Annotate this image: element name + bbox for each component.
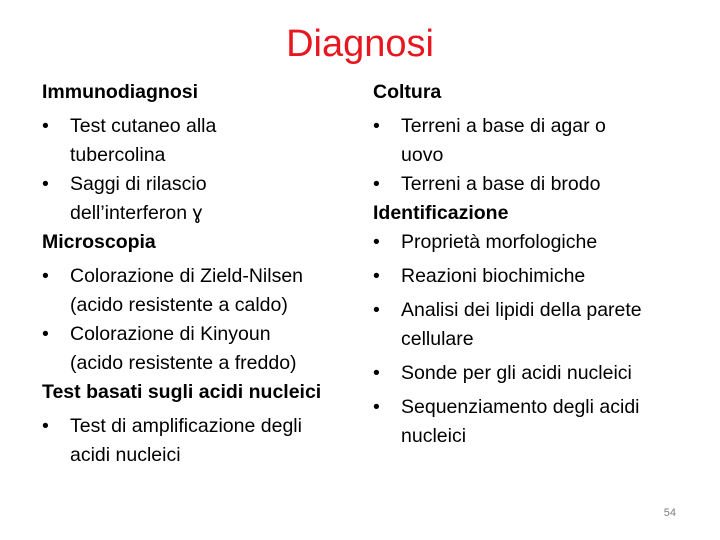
list-item: • Sequenziamento degli acidi [373, 393, 703, 422]
list-item-continuation: nucleici [401, 425, 467, 447]
list-item-continuation: acidi nucleici [70, 444, 181, 466]
list-item-continuation: (acido resistente a caldo) [70, 294, 288, 316]
list-item: • Reazioni biochimiche [373, 262, 703, 291]
bullet-icon: • [373, 362, 380, 384]
section-heading-microscopia: Microscopia [42, 231, 156, 253]
bullet-icon: • [373, 265, 380, 287]
list-item: • Terreni a base di agar o [373, 112, 703, 141]
section-heading-identificazione: Identificazione [373, 202, 509, 224]
list-item-continuation: uovo [401, 144, 444, 166]
list-item: • Test cutaneo alla [42, 112, 342, 141]
list-item: • Saggi di rilascio [42, 170, 342, 199]
right-column [373, 78, 703, 451]
left-column [42, 78, 342, 470]
section-heading-immunodiagnosi: Immunodiagnosi [42, 81, 198, 103]
slide-title: Diagnosi [286, 23, 434, 65]
list-item-continuation: tubercolina [70, 144, 166, 166]
page-number: 54 [663, 507, 676, 519]
list-item: • Proprietà morfologiche [373, 228, 703, 257]
list-item-continuation: (acido resistente a freddo) [70, 352, 297, 374]
section-heading-nucleic-tests: Test basati sugli acidi nucleici [42, 381, 322, 403]
list-item: • Analisi dei lipidi della parete [373, 296, 703, 325]
bullet-icon: • [373, 231, 380, 253]
bullet-icon: • [42, 415, 49, 437]
bullet-icon: • [42, 265, 49, 287]
list-item: • Colorazione di Zield-Nilsen [42, 262, 342, 291]
list-item: • Test di amplificazione degli [42, 412, 342, 441]
bullet-icon: • [42, 115, 49, 137]
section-heading-coltura: Coltura [373, 81, 442, 103]
bullet-icon: • [42, 323, 49, 345]
list-item-continuation: cellulare [401, 328, 474, 350]
bullet-icon: • [373, 115, 380, 137]
bullet-icon: • [42, 173, 49, 195]
list-item: • Terreni a base di brodo [373, 170, 703, 199]
bullet-icon: • [373, 173, 380, 195]
list-item: • Colorazione di Kinyoun [42, 320, 342, 349]
bullet-icon: • [373, 396, 380, 418]
list-item: • Sonde per gli acidi nucleici [373, 359, 703, 388]
bullet-icon: • [373, 299, 380, 321]
list-item-continuation: dell’interferon ɣ [70, 202, 203, 224]
